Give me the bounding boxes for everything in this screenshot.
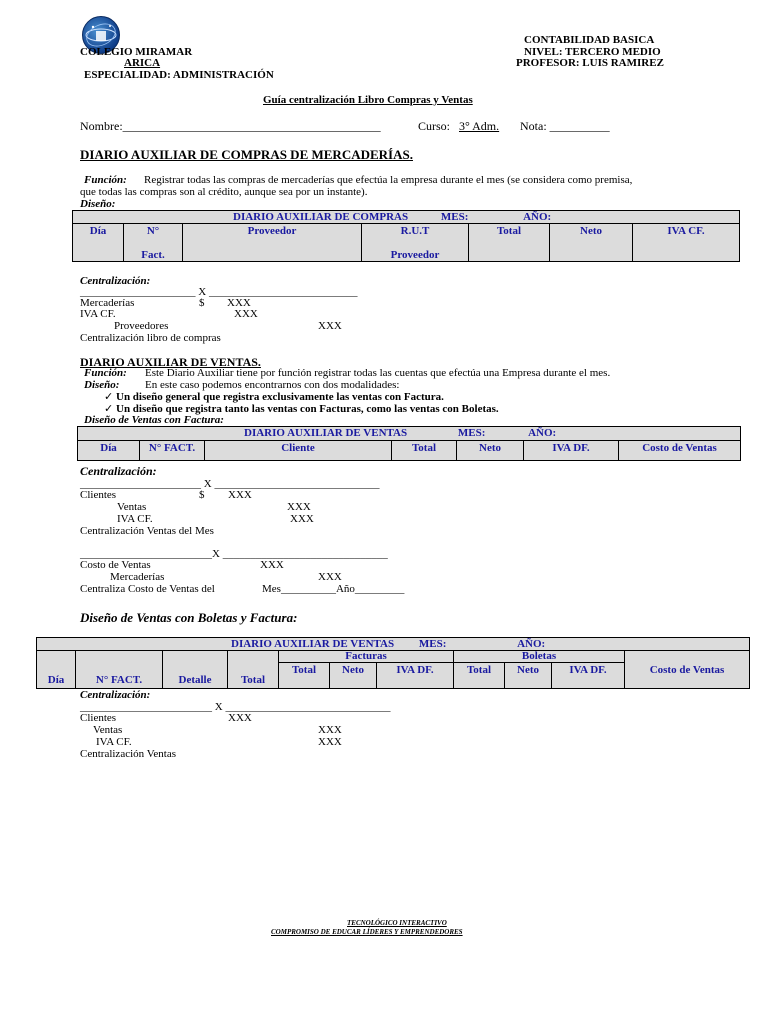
- purchases-entry-line: _____________________ X ___________________________: [80, 286, 358, 298]
- sales-entry-ventas: Ventas: [117, 501, 147, 513]
- col-rut-top: R.U.T: [400, 225, 430, 237]
- mixed-entry-ventas: Ventas: [93, 724, 123, 736]
- course-value: 3° Adm.: [459, 119, 500, 133]
- cost-entry-line: ________________________X ______________________________: [80, 548, 388, 560]
- cost-entry-gloss-a: Centraliza Costo de Ventas del: [80, 583, 215, 595]
- mixed-table-title-row: [37, 638, 750, 651]
- mixed-centralization-label: Centralización:: [80, 689, 151, 701]
- cost-entry-mercaderias-value: XXX: [318, 571, 342, 583]
- sales-entry-clientes: Clientes: [80, 489, 117, 501]
- sales-bullet-1: [104, 392, 444, 403]
- purchases-design-label: Diseño:: [80, 198, 116, 210]
- guide-title: Guía centralización Libro Compras y Ventas: [263, 94, 473, 106]
- mixed-entry-line: ________________________ X ______________________________: [80, 701, 391, 713]
- sales-col-cliente: Cliente: [205, 441, 392, 461]
- mixed-table-ano: AÑO:: [517, 637, 546, 650]
- school-city: ARICA: [124, 57, 161, 69]
- sales-invoice-design-label: Diseño de Ventas con Factura:: [84, 414, 224, 426]
- mixed-col-total: Total: [228, 651, 279, 689]
- footer-line-2: COMPROMISO DE EDUCAR LÍDERES Y EMPRENDEDORES: [271, 928, 463, 936]
- cost-entry-costo: Costo de Ventas: [80, 559, 151, 571]
- specialty: ESPECIALIDAD: ADMINISTRACIÓN: [84, 69, 274, 81]
- teacher: PROFESOR: LUIS RAMIREZ: [516, 57, 664, 69]
- sales-heading: DIARIO AUXILIAR DE VENTAS.: [80, 355, 261, 369]
- mixed-table-title: DIARIO AUXILIAR DE VENTAS: [231, 637, 395, 650]
- footer-line-1: TECNOLÓGICO INTERACTIVO: [347, 919, 447, 927]
- purchases-table-mes: MES:: [440, 210, 469, 223]
- purchases-entry-proveedores-value: XXX: [318, 320, 342, 332]
- mixed-b-neto: Neto: [505, 663, 552, 689]
- col-proveedor: Proveedor: [183, 224, 362, 262]
- purchases-entry-iva-value: XXX: [234, 308, 258, 320]
- purchases-centralization-label: Centralización:: [80, 275, 151, 287]
- sales-table-ano: AÑO:: [528, 427, 557, 439]
- col-n-top: N°: [146, 225, 160, 237]
- cost-entry-mercaderias: Mercaderías: [110, 571, 165, 583]
- sales-col-dia: Día: [78, 441, 140, 461]
- purchases-journal-table: [72, 210, 740, 262]
- sales-entry-gloss: Centralización Ventas del Mes: [80, 525, 214, 537]
- sales-col-neto: Neto: [457, 441, 524, 461]
- mixed-heading: Diseño de Ventas con Boletas y Factura:: [80, 610, 298, 625]
- mixed-f-total: Total: [279, 663, 330, 689]
- sales-entry-sign: $: [199, 489, 205, 501]
- sales-entry-ventas-value: XXX: [287, 501, 311, 513]
- sales-entry-line: ______________________ X ______________________________: [80, 478, 380, 490]
- mixed-b-iva: IVA DF.: [552, 663, 625, 689]
- school-name: COLEGIO MIRAMAR: [80, 46, 193, 58]
- sales-function-label: Función:: [84, 367, 127, 379]
- mixed-col-costo: Costo de Ventas: [625, 651, 750, 689]
- sales-centralization-label: Centralización:: [80, 464, 157, 478]
- purchases-table-title: DIARIO AUXILIAR DE COMPRAS: [233, 210, 409, 223]
- mixed-entry-iva: IVA CF.: [96, 736, 132, 748]
- mixed-group-boletas: Boletas: [454, 651, 625, 663]
- mixed-col-dia: Día: [37, 651, 76, 689]
- sales-col-total: Total: [392, 441, 457, 461]
- cost-entry-costo-value: XXX: [260, 559, 284, 571]
- mixed-entry-gloss: Centralización Ventas: [80, 748, 177, 760]
- sales-col-costo: Costo de Ventas: [619, 441, 741, 461]
- cost-entry-gloss-b: Mes__________Año_________: [262, 583, 405, 595]
- purchases-heading: DIARIO AUXILIAR DE COMPRAS DE MERCADERÍAS.: [80, 147, 413, 162]
- sales-journal-table: [77, 426, 741, 461]
- col-iva-cf: IVA CF.: [633, 224, 740, 262]
- mixed-group-facturas: Facturas: [279, 651, 454, 663]
- sales-table-title: DIARIO AUXILIAR DE VENTAS: [244, 427, 408, 439]
- mixed-b-total: Total: [454, 663, 505, 689]
- sales-table-title-row: [78, 427, 741, 441]
- mixed-col-detalle: Detalle: [163, 651, 228, 689]
- purchases-table-title-row: [73, 211, 740, 224]
- purchases-entry-gloss: Centralización libro de compras: [80, 332, 221, 344]
- purchases-function-text-2: que todas las compras son al crédito, aunque sea por un instante).: [80, 186, 368, 198]
- col-rut-bottom: Proveedor: [390, 249, 440, 261]
- col-n-fact: [124, 224, 183, 262]
- purchases-entry-sign: $: [199, 297, 205, 309]
- col-neto: Neto: [550, 224, 633, 262]
- sales-entry-iva: IVA CF.: [117, 513, 153, 525]
- purchases-function-label: Función:: [84, 174, 127, 186]
- mixed-f-neto: Neto: [330, 663, 377, 689]
- sales-bullet-2-text: Un diseño que registra tanto las ventas con Facturas, como las ventas con Boletas.: [116, 403, 499, 415]
- mixed-col-nfact: N° FACT.: [76, 651, 163, 689]
- subject: CONTABILIDAD BASICA: [524, 34, 655, 46]
- sales-design-label: Diseño:: [84, 379, 120, 391]
- sales-entry-iva-value: XXX: [290, 513, 314, 525]
- col-n-bottom: Fact.: [141, 249, 165, 261]
- mixed-entry-ventas-value: XXX: [318, 724, 342, 736]
- purchases-entry-mercaderias: Mercaderías: [80, 297, 135, 309]
- check-icon: ✓: [104, 403, 114, 415]
- col-rut: [362, 224, 469, 262]
- level: NIVEL: TERCERO MEDIO: [524, 46, 661, 58]
- purchases-function-text: Registrar todas las compras de mercaderías que efectúa la empresa durante el mes (se considera como premisa,: [144, 174, 633, 186]
- purchases-table-ano: AÑO:: [523, 210, 552, 223]
- check-icon: ✓: [104, 391, 114, 403]
- sales-entry-clientes-value: XXX: [228, 489, 252, 501]
- mixed-entry-clientes: Clientes: [80, 712, 117, 724]
- mixed-table-mes: MES:: [418, 637, 447, 650]
- col-dia: Día: [73, 224, 124, 262]
- mixed-f-iva: IVA DF.: [377, 663, 454, 689]
- mixed-journal-table: [36, 637, 750, 689]
- sales-col-iva: IVA DF.: [524, 441, 619, 461]
- purchases-entry-proveedores: Proveedores: [114, 320, 169, 332]
- col-total: Total: [469, 224, 550, 262]
- sales-function-text: Este Diario Auxiliar tiene por función registrar todas las cuentas que efectúa una Empresa durante el mes.: [145, 367, 611, 379]
- sales-col-nfact: N° FACT.: [140, 441, 205, 461]
- grade-field[interactable]: Nota: __________: [520, 119, 610, 133]
- purchases-entry-mercaderias-value: XXX: [227, 297, 251, 309]
- mixed-entry-clientes-value: XXX: [228, 712, 252, 724]
- name-field[interactable]: Nombre:___________________________________________: [80, 119, 381, 133]
- sales-design-text: En este caso podemos encontrarnos con dos modalidades:: [145, 379, 400, 391]
- purchases-entry-iva: IVA CF.: [80, 308, 116, 320]
- sales-bullet-1-text: Un diseño general que registra exclusivamente las ventas con Factura.: [116, 391, 444, 403]
- sales-table-mes: MES:: [457, 427, 486, 439]
- mixed-entry-iva-value: XXX: [318, 736, 342, 748]
- course-label: Curso:: [418, 119, 451, 133]
